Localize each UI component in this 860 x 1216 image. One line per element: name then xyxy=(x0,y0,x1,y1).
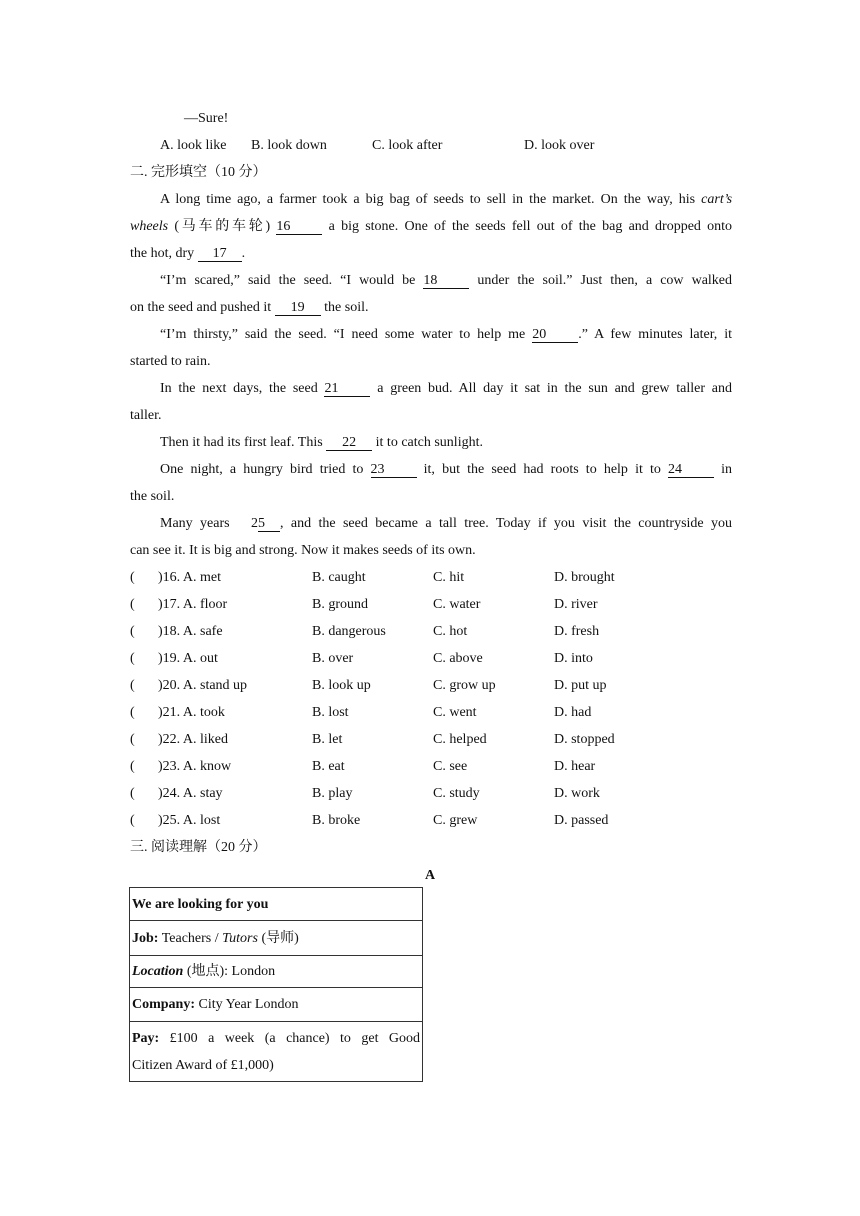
text: , and the seed became a tall tree. Today if you visit the countryside you xyxy=(279,516,733,531)
choice-q: )23. A. know xyxy=(158,759,232,774)
blank-16: 16 xyxy=(276,219,322,235)
text: a green bud. All day it sat in the sun and grew taller and xyxy=(377,381,732,396)
answer-paren[interactable]: ( xyxy=(130,813,135,828)
choice-q: )17. A. floor xyxy=(158,597,228,612)
choice-q: )20. A. stand up xyxy=(158,678,248,693)
answer-paren[interactable]: ( xyxy=(130,570,135,585)
ad-pay xyxy=(130,1022,423,1082)
text-italic: wheels xyxy=(130,219,169,234)
question-row xyxy=(130,731,732,749)
choice-d: D. passed xyxy=(554,813,609,828)
job-value: Teachers / xyxy=(161,930,219,946)
answer-paren[interactable]: ( xyxy=(130,732,135,747)
choice-d: D. river xyxy=(554,597,598,612)
choice-c: C. helped xyxy=(433,732,487,747)
choice-b: B. dangerous xyxy=(312,624,386,639)
choice-d: D. hear xyxy=(554,759,596,774)
choice-q: )24. A. stay xyxy=(158,786,223,801)
pay-line-2: Citizen Award of £1,000) xyxy=(132,1057,274,1073)
passage-line xyxy=(160,515,732,533)
job-value-italic: Tutors xyxy=(222,930,258,946)
text: the soil. xyxy=(324,300,369,315)
choice-c: C. water xyxy=(433,597,481,612)
text: . xyxy=(241,246,246,261)
text: (马车的车轮) xyxy=(174,219,271,234)
question-row xyxy=(130,596,732,614)
blank-24: 24 xyxy=(668,462,714,478)
text: on the seed and pushed it xyxy=(130,300,272,315)
text: the hot, dry xyxy=(130,246,195,261)
question-row xyxy=(130,758,732,776)
text: In the next days, the seed xyxy=(160,381,318,396)
choice-q: )22. A. liked xyxy=(158,732,228,747)
answer-paren[interactable]: ( xyxy=(130,678,135,693)
blank-19: 19 xyxy=(275,300,321,316)
pay-value: £100 a week (a chance) to get Good xyxy=(169,1030,421,1046)
pay-label: Pay: xyxy=(132,1030,160,1046)
choice-d: D. put up xyxy=(554,678,607,693)
choice-d: D. brought xyxy=(554,570,615,585)
blank-20: 20 xyxy=(532,327,578,343)
pay-line-1 xyxy=(132,1025,420,1052)
passage-line: taller. xyxy=(130,408,162,423)
location-value: (地点): London xyxy=(186,964,276,979)
answer-paren[interactable]: ( xyxy=(130,786,135,801)
answer-paren[interactable]: ( xyxy=(130,759,135,774)
table-row xyxy=(130,888,423,921)
question-row xyxy=(130,569,732,587)
answer-sure: —Sure! xyxy=(184,111,229,126)
choice-c: C. hit xyxy=(433,570,465,585)
job-value-cn: (导师) xyxy=(261,930,299,946)
choice-c: C. went xyxy=(433,705,477,720)
option-d: D. look over xyxy=(524,138,595,153)
choice-b: B. ground xyxy=(312,597,368,612)
answer-paren[interactable]: ( xyxy=(130,624,135,639)
text: under the soil.” Just then, a cow walked xyxy=(477,273,733,288)
blank-25-number: 2 xyxy=(250,516,258,531)
choice-b: B. eat xyxy=(312,759,345,774)
question-row xyxy=(130,812,732,830)
passage-line xyxy=(130,218,732,236)
table-row xyxy=(130,988,423,1022)
blank-18: 18 xyxy=(423,273,469,289)
passage-line xyxy=(130,245,245,263)
option-a: A. look like xyxy=(160,138,227,153)
choice-b: B. play xyxy=(312,786,353,801)
table-row xyxy=(130,956,423,988)
question-row xyxy=(130,677,732,695)
company-label: Company: xyxy=(132,997,196,1012)
location-label: Location xyxy=(132,964,184,979)
text: Many years xyxy=(160,516,230,531)
choice-b: B. caught xyxy=(312,570,366,585)
passage-line xyxy=(160,191,732,209)
choice-q: )21. A. took xyxy=(158,705,225,720)
blank-17: 17 xyxy=(198,246,242,262)
choice-b: B. let xyxy=(312,732,343,747)
choice-d: D. had xyxy=(554,705,592,720)
choice-b: B. lost xyxy=(312,705,349,720)
company-value: City Year London xyxy=(198,997,299,1012)
job-label: Job: xyxy=(132,930,159,946)
blank-25: 5 xyxy=(258,516,280,532)
ad-company xyxy=(130,988,423,1022)
choice-d: D. stopped xyxy=(554,732,615,747)
text: A long time ago, a farmer took a big bag of seeds to sell in the market. On the way, his xyxy=(160,192,696,207)
text: “I’m thirsty,” said the seed. “I need some water to help me xyxy=(160,327,526,342)
section-heading-cloze: 二. 完形填空（10 分） xyxy=(130,165,267,180)
choice-q: )19. A. out xyxy=(158,651,218,666)
text: a big stone. One of the seeds fell out of the bag and dropped onto xyxy=(328,219,733,234)
answer-paren[interactable]: ( xyxy=(130,597,135,612)
question-row xyxy=(130,704,732,722)
choice-b: B. broke xyxy=(312,813,361,828)
blank-21: 21 xyxy=(324,381,370,397)
choice-d: D. work xyxy=(554,786,600,801)
passage-line: started to rain. xyxy=(130,354,211,369)
section-heading-reading: 三. 阅读理解（20 分） xyxy=(130,840,267,855)
text: .” A few minutes later, it xyxy=(578,327,733,342)
answer-paren[interactable]: ( xyxy=(130,651,135,666)
ad-job xyxy=(130,921,423,956)
option-c: C. look after xyxy=(372,138,443,153)
part-label: A xyxy=(425,868,436,883)
text: in xyxy=(721,462,733,477)
choice-q: )25. A. lost xyxy=(158,813,221,828)
table-row xyxy=(130,921,423,956)
passage-line xyxy=(160,326,732,344)
question-row xyxy=(130,650,732,668)
choice-c: C. hot xyxy=(433,624,468,639)
question-row xyxy=(130,785,732,803)
blank-22: 22 xyxy=(326,435,372,451)
option-b: B. look down xyxy=(251,138,327,153)
choice-b: B. over xyxy=(312,651,354,666)
choice-c: C. study xyxy=(433,786,480,801)
passage-line xyxy=(160,380,732,398)
choice-c: C. grew xyxy=(433,813,478,828)
choice-d: D. fresh xyxy=(554,624,600,639)
text: Then it had its first leaf. This xyxy=(160,435,323,450)
choice-b: B. look up xyxy=(312,678,371,693)
passage-line: the soil. xyxy=(130,489,175,504)
answer-paren[interactable]: ( xyxy=(130,705,135,720)
choice-d: D. into xyxy=(554,651,593,666)
passage-line xyxy=(130,299,368,317)
passage-line xyxy=(160,272,732,290)
job-ad-table xyxy=(129,887,423,1082)
text: it, but the seed had roots to help it to xyxy=(423,462,661,477)
ad-location xyxy=(130,956,423,988)
text: “I’m scared,” said the seed. “I would be xyxy=(160,273,416,288)
passage-line: can see it. It is big and strong. Now it makes seeds of its own. xyxy=(130,543,476,558)
ad-title: We are looking for you xyxy=(130,888,423,921)
passage-line xyxy=(160,434,483,452)
text: it to catch sunlight. xyxy=(375,435,483,450)
text-italic: cart’s xyxy=(701,192,733,207)
text: One night, a hungry bird tried to xyxy=(160,462,364,477)
table-row xyxy=(130,1022,423,1082)
choice-c: C. above xyxy=(433,651,483,666)
choice-c: C. see xyxy=(433,759,468,774)
passage-line xyxy=(160,461,732,479)
choice-c: C. grow up xyxy=(433,678,496,693)
choice-q: )16. A. met xyxy=(158,570,221,585)
blank-23: 23 xyxy=(371,462,417,478)
question-row xyxy=(130,623,732,641)
choice-q: )18. A. safe xyxy=(158,624,223,639)
